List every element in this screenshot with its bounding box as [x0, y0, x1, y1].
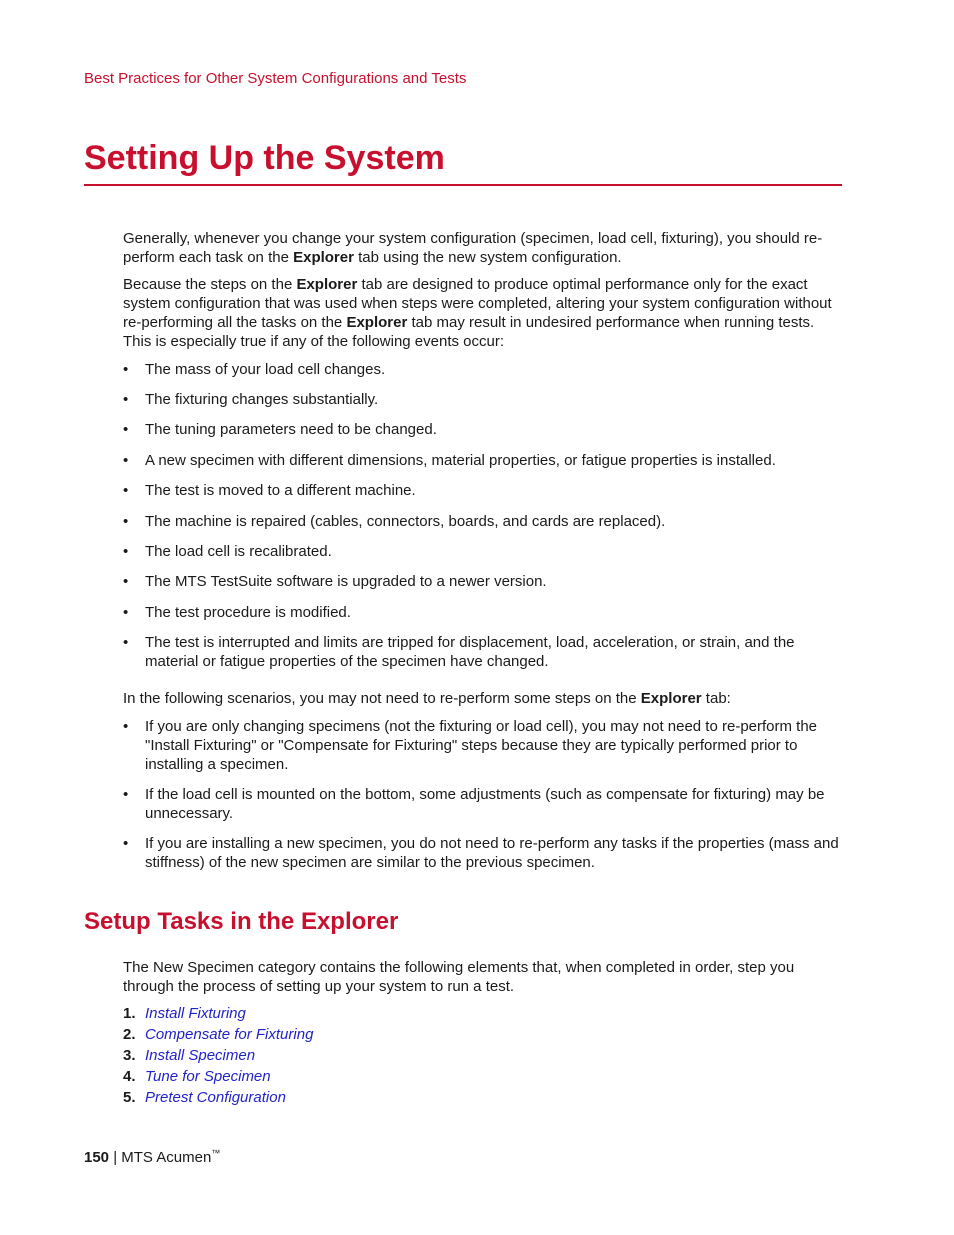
section-heading: Setup Tasks in the Explorer — [84, 908, 399, 935]
list-item: 2. Compensate for Fixturing — [123, 1026, 314, 1043]
install-fixturing-link[interactable]: Install Fixturing — [145, 1005, 246, 1022]
page-footer: 150 | MTS Acumen™ — [84, 1148, 221, 1166]
page-title: Setting Up the System — [84, 136, 842, 186]
list-item: 4. Tune for Specimen — [123, 1068, 271, 1085]
list-item: • The test is interrupted and limits are tripped for displacement, load, acceleration, or strain, and the material or fatigue properties of the specimen have changed. — [123, 634, 795, 670]
events-list — [123, 360, 845, 671]
compensate-for-fixturing-link[interactable]: Compensate for Fixturing — [145, 1026, 314, 1043]
scenarios-intro: In the following scenarios, you may not need to re-perform some steps on the Explorer tab: — [123, 690, 731, 707]
intro-paragraph-2: Because the steps on the Explorer tab are designed to produce optimal performance only for the exact system configuration that was used when steps were completed, altering your system configuration without re-performing all the tasks on the Explorer tab may result in undesired performance when running tests. This is especially true if any of the following events occur: — [123, 276, 832, 350]
list-item: • The mass of your load cell changes. — [123, 361, 386, 378]
list-item: • If you are only changing specimens (not the fixturing or load cell), you may not need to re-perform the "Install Fixturing" or "Compensate for Fixturing" steps because they are typically performed prior to installing a specimen. — [123, 718, 818, 773]
pretest-configuration-link[interactable]: Pretest Configuration — [145, 1089, 286, 1106]
list-item: 1. Install Fixturing — [123, 1005, 246, 1022]
product-name: MTS Acumen — [121, 1149, 212, 1166]
list-item: • The MTS TestSuite software is upgraded to a newer version. — [123, 573, 547, 590]
intro-paragraph-1: Generally, whenever you change your system configuration (specimen, load cell, fixturing), you should re-perform each task on the Explorer tab using the new system configuration. — [123, 230, 823, 266]
list-item: • The test is moved to a different machine. — [123, 482, 416, 499]
list-item: 3. Install Specimen — [123, 1047, 256, 1064]
scenarios-list — [123, 717, 845, 872]
list-item: • The tuning parameters need to be changed. — [123, 421, 437, 438]
tune-for-specimen-link[interactable]: Tune for Specimen — [145, 1068, 271, 1085]
setup-steps-list — [123, 1004, 313, 1109]
list-item: • If you are installing a new specimen, you do not need to re-perform any tasks if the properties (mass and stiffness) of the new specimen are similar to the previous specimen. — [123, 835, 839, 871]
list-item: • The machine is repaired (cables, connectors, boards, and cards are replaced). — [123, 513, 666, 530]
list-item: • The load cell is recalibrated. — [123, 543, 332, 560]
list-item: • If the load cell is mounted on the bottom, some adjustments (such as compensate for fixturing) may be unnecessary. — [123, 786, 825, 822]
install-specimen-link[interactable]: Install Specimen — [145, 1047, 256, 1064]
section-intro: The New Specimen category contains the following elements that, when completed in order, step you through the process of setting up your system to run a test. — [123, 959, 795, 995]
list-item: • The test procedure is modified. — [123, 604, 351, 621]
list-item: • A new specimen with different dimensions, material properties, or fatigue properties is installed. — [123, 452, 776, 469]
page-number: 150 — [84, 1149, 110, 1166]
running-header: Best Practices for Other System Configurations and Tests — [84, 70, 467, 87]
list-item: • The fixturing changes substantially. — [123, 391, 379, 408]
list-item: 5. Pretest Configuration — [123, 1089, 286, 1106]
